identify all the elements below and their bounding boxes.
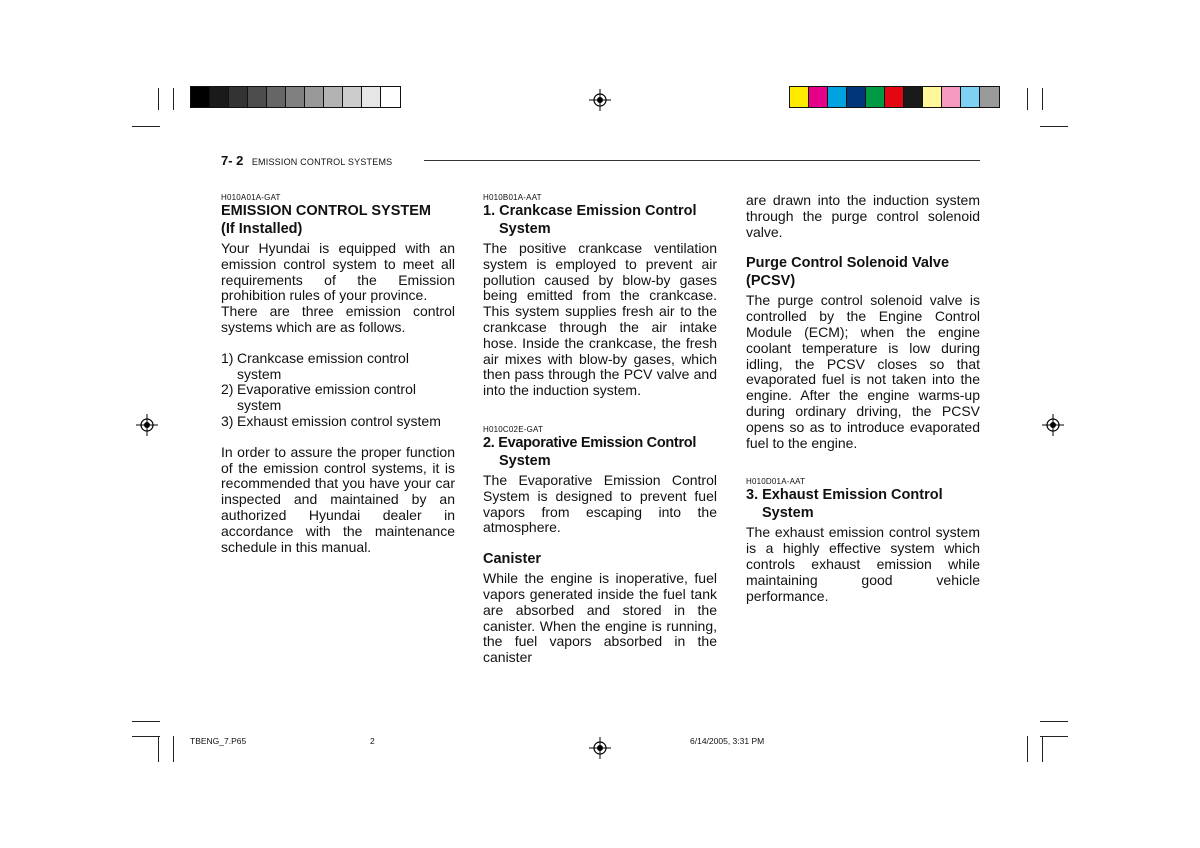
section-title: EMISSION CONTROL SYSTEMS <box>251 157 393 167</box>
gray-swatch <box>248 87 267 107</box>
section-code: H010B01A-AAT <box>483 193 542 202</box>
list-item: 1) Crankcase emission control system <box>221 349 409 382</box>
section-heading: System <box>499 452 551 469</box>
crop-mark <box>1040 721 1068 722</box>
section-heading: 3. Exhaust Emission Control <box>746 487 943 504</box>
gray-swatch <box>362 87 381 107</box>
color-calibration-bar <box>789 86 1000 108</box>
page-header <box>221 152 392 170</box>
gray-swatch <box>286 87 305 107</box>
paragraph: The Evaporative Emission Control System is designed to prevent fuel vapors from escaping into the atmosphere. <box>483 471 717 536</box>
section-heading: EMISSION CONTROL SYSTEM <box>221 203 432 219</box>
paragraph: are drawn into the induction system through the purge control solenoid valve. <box>746 192 980 240</box>
crop-mark <box>132 721 160 722</box>
registration-mark-icon <box>589 737 611 759</box>
crop-mark <box>1042 736 1043 762</box>
crop-mark <box>132 736 160 737</box>
crop-mark <box>1027 88 1028 110</box>
color-swatch <box>828 87 847 107</box>
gray-swatch <box>210 87 229 107</box>
color-swatch <box>904 87 923 107</box>
footer-file: TBENG_7.P65 <box>190 736 247 746</box>
crop-mark <box>1040 736 1068 737</box>
color-swatch <box>847 87 866 107</box>
section-heading: System <box>499 221 551 237</box>
column-2 <box>483 193 717 666</box>
gray-swatch <box>267 87 286 107</box>
section-code: H010D01A-AAT <box>746 477 806 487</box>
gray-swatch <box>229 87 248 107</box>
gray-swatch <box>191 87 210 107</box>
paragraph: Your Hyundai is equipped with an emission control system to meet all requirements of the Emission prohibition rules of your province. <box>221 240 455 304</box>
section-heading: 2. Evaporative Emission Control <box>483 434 697 451</box>
section-heading: (PCSV) <box>746 273 796 290</box>
crop-mark <box>173 736 174 762</box>
column-3 <box>746 193 980 604</box>
color-swatch <box>961 87 980 107</box>
paragraph: In order to assure the proper function of the emission control systems, it is recommended that you have your car inspected and maintained by an authorized Hyundai dealer in accordance with the maintenance schedule in this manual. <box>221 443 455 555</box>
color-swatch <box>866 87 885 107</box>
section-heading: System <box>762 505 814 522</box>
registration-mark-icon <box>1042 414 1064 436</box>
gray-swatch <box>343 87 362 107</box>
header-rule <box>424 160 980 161</box>
paragraph: The purge control solenoid valve is controlled by the Engine Control Module (ECM); when the engine coolant temperature is low during idling, the PCSV closes so that evaporated fuel is not taken into the engine. After the engine warms-up during ordinary driving, the PCSV opens so as to introduce evaporated fuel to the engine. <box>746 292 980 451</box>
list-item: 3) Exhaust emission control system <box>221 412 441 429</box>
registration-mark-icon <box>136 414 158 436</box>
section-heading: (If Installed) <box>221 221 303 237</box>
crop-mark <box>1027 736 1028 762</box>
crop-mark <box>132 126 160 127</box>
section-heading: Purge Control Solenoid Valve <box>746 255 950 272</box>
footer-page: 2 <box>370 736 375 746</box>
footer-date: 6/14/2005, 3:31 PM <box>690 736 765 746</box>
registration-mark-icon <box>589 89 611 111</box>
crop-mark <box>173 88 174 110</box>
paragraph: The exhaust emission control system is a highly effective system which controls exhaust emission while maintaining good vehicle performance. <box>746 524 980 604</box>
paragraph: There are three emission control systems which are as follows. <box>221 303 455 335</box>
gray-swatch <box>324 87 343 107</box>
page-number: 7- 2 <box>221 153 244 168</box>
crop-mark <box>1040 126 1068 127</box>
color-swatch <box>790 87 809 107</box>
crop-mark <box>1042 88 1043 110</box>
color-swatch <box>942 87 961 107</box>
gray-swatch <box>305 87 324 107</box>
paragraph: While the engine is inoperative, fuel vapors generated inside the fuel tank are absorbed and stored in the canister. When the engine is running, the fuel vapors absorbed in the canister <box>483 570 717 666</box>
crop-mark <box>158 88 159 110</box>
color-swatch <box>885 87 904 107</box>
gray-swatch <box>381 87 400 107</box>
section-heading: Canister <box>483 551 542 568</box>
list-item: 2) Evaporative emission control system <box>221 381 416 414</box>
crop-mark <box>158 736 159 762</box>
paragraph: The positive crankcase ventilation system is employed to prevent air pollution caused by blow-by gases being emitted from the crankcase. This system supplies fresh air to the crankcase through the air intake hose. Inside the crankcase, the fresh air mixes with blow-by gases, which then pass through the PCV valve and into the induction system. <box>483 240 717 399</box>
color-swatch <box>809 87 828 107</box>
column-1 <box>221 193 455 555</box>
section-code: H010C02E-GAT <box>483 424 544 434</box>
color-swatch <box>980 87 999 107</box>
section-code: H010A01A-GAT <box>221 193 281 202</box>
section-heading: 1. Crankcase Emission Control <box>483 203 697 219</box>
grayscale-calibration-bar <box>190 86 401 108</box>
color-swatch <box>923 87 942 107</box>
